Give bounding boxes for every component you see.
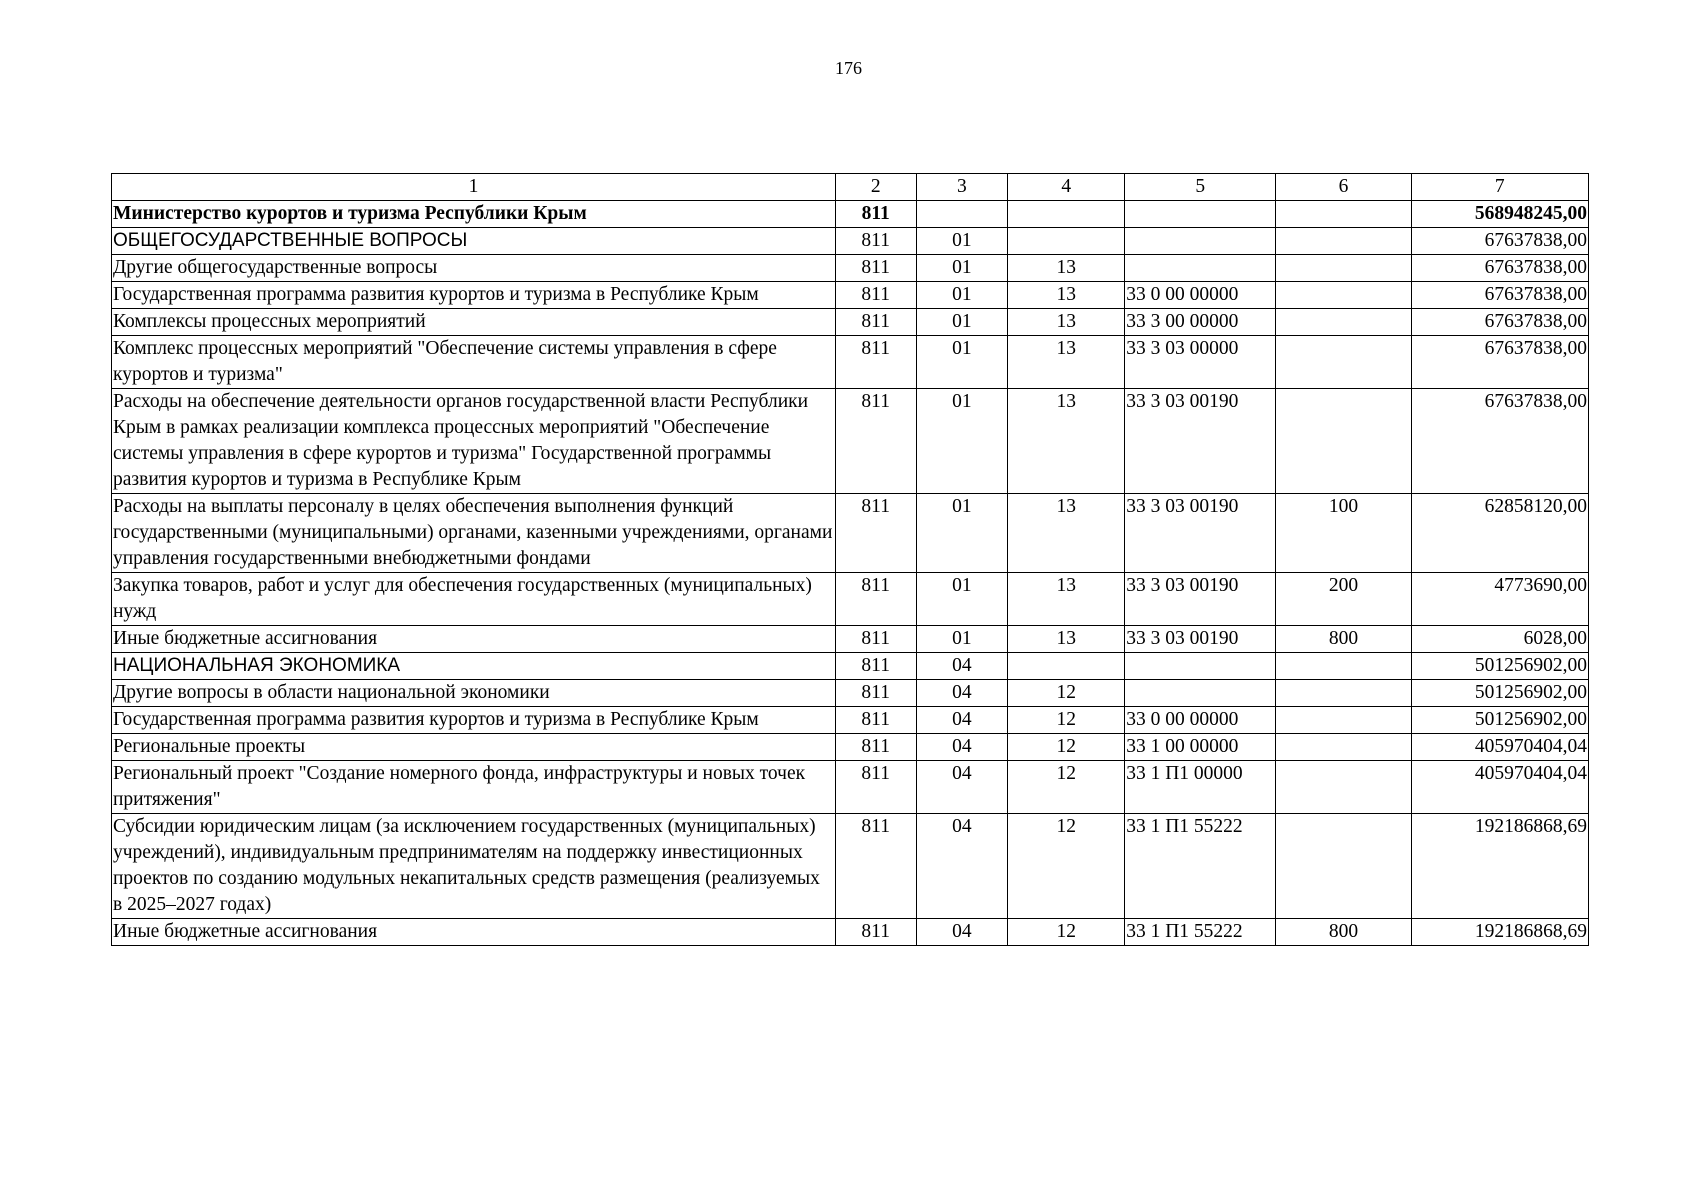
row-section-cell: 01 [916,255,1008,282]
row-expense-type-cell [1276,734,1411,761]
row-target-article-cell: 33 3 00 00000 [1125,309,1276,336]
row-section-cell: 01 [916,336,1008,389]
row-name-cell: Министерство курортов и туризма Республики Крым [112,201,836,228]
row-amount-cell: 62858120,00 [1411,494,1589,573]
row-name-cell: Иные бюджетные ассигнования [112,919,836,946]
row-target-article-cell [1125,680,1276,707]
row-subsection-cell: 13 [1008,255,1125,282]
row-section-cell: 04 [916,653,1008,680]
row-name-cell: Расходы на выплаты персоналу в целях обеспечения выполнения функций государственными (муниципальными) органами, казенными учреждениями, органами управления государственными внебюджетными фондами [112,494,836,573]
row-expense-type-cell: 800 [1276,626,1411,653]
table-row [112,309,1589,336]
row-code-cell: 811 [835,680,916,707]
row-amount-cell: 6028,00 [1411,626,1589,653]
row-section-cell: 01 [916,494,1008,573]
row-target-article-cell: 33 3 03 00190 [1125,626,1276,653]
row-name-cell: Закупка товаров, работ и услуг для обеспечения государственных (муниципальных) нужд [112,573,836,626]
row-code-cell: 811 [835,336,916,389]
table-row [112,919,1589,946]
row-amount-cell: 67637838,00 [1411,255,1589,282]
row-subsection-cell: 13 [1008,309,1125,336]
row-section-cell: 01 [916,282,1008,309]
row-subsection-cell: 13 [1008,626,1125,653]
row-code-cell: 811 [835,494,916,573]
row-code-cell: 811 [835,707,916,734]
header-cell: 7 [1411,174,1589,201]
row-amount-cell: 4773690,00 [1411,573,1589,626]
row-name-cell: Другие общегосударственные вопросы [112,255,836,282]
row-code-cell: 811 [835,309,916,336]
row-amount-cell: 67637838,00 [1411,228,1589,255]
header-cell: 2 [835,174,916,201]
row-section-cell: 04 [916,680,1008,707]
row-target-article-cell: 33 3 03 00190 [1125,573,1276,626]
row-section-cell [916,201,1008,228]
row-target-article-cell: 33 1 П1 55222 [1125,814,1276,919]
table-row [112,228,1589,255]
row-subsection-cell: 13 [1008,389,1125,494]
row-code-cell: 811 [835,389,916,494]
table-row [112,255,1589,282]
row-name-cell: Государственная программа развития курортов и туризма в Республике Крым [112,282,836,309]
row-name-cell: Другие вопросы в области национальной экономики [112,680,836,707]
row-subsection-cell: 12 [1008,919,1125,946]
header-cell: 3 [916,174,1008,201]
page-number: 176 [835,58,862,78]
row-target-article-cell: 33 3 03 00000 [1125,336,1276,389]
table-row [112,653,1589,680]
row-name-cell: Комплексы процессных мероприятий [112,309,836,336]
row-target-article-cell: 33 3 03 00190 [1125,494,1276,573]
row-amount-cell: 501256902,00 [1411,653,1589,680]
table-row [112,282,1589,309]
row-amount-cell: 67637838,00 [1411,282,1589,309]
row-target-article-cell: 33 0 00 00000 [1125,707,1276,734]
row-target-article-cell: 33 1 П1 00000 [1125,761,1276,814]
row-name-cell: Расходы на обеспечение деятельности органов государственной власти Республики Крым в рамках реализации комплекса процессных мероприятий "Обеспечение системы управления в сфере курортов и туризма" Государственной программы развития курортов и туризма в Республике Крым [112,389,836,494]
row-code-cell: 811 [835,573,916,626]
row-code-cell: 811 [835,626,916,653]
row-section-cell: 04 [916,919,1008,946]
budget-table [111,173,1589,946]
row-section-cell: 04 [916,734,1008,761]
row-subsection-cell: 12 [1008,814,1125,919]
row-code-cell: 811 [835,255,916,282]
table-row [112,336,1589,389]
row-subsection-cell: 13 [1008,573,1125,626]
table-row [112,389,1589,494]
row-name-cell: Региональные проекты [112,734,836,761]
row-code-cell: 811 [835,228,916,255]
row-amount-cell: 192186868,69 [1411,814,1589,919]
row-expense-type-cell [1276,255,1411,282]
table-row [112,707,1589,734]
row-name-cell: Региональный проект "Создание номерного фонда, инфраструктуры и новых точек притяжения" [112,761,836,814]
row-expense-type-cell [1276,282,1411,309]
row-expense-type-cell [1276,228,1411,255]
table-row [112,626,1589,653]
row-name-cell: ОБЩЕГОСУДАРСТВЕННЫЕ ВОПРОСЫ [112,228,836,255]
row-subsection-cell: 13 [1008,336,1125,389]
row-expense-type-cell [1276,336,1411,389]
row-expense-type-cell [1276,201,1411,228]
row-code-cell: 811 [835,201,916,228]
row-amount-cell: 67637838,00 [1411,309,1589,336]
row-name-cell: Иные бюджетные ассигнования [112,626,836,653]
row-target-article-cell: 33 1 00 00000 [1125,734,1276,761]
row-expense-type-cell [1276,680,1411,707]
row-code-cell: 811 [835,653,916,680]
row-section-cell: 01 [916,389,1008,494]
table-header-row [112,174,1589,201]
table-row [112,680,1589,707]
row-expense-type-cell [1276,653,1411,680]
row-amount-cell: 501256902,00 [1411,707,1589,734]
row-name-cell: Государственная программа развития курортов и туризма в Республике Крым [112,707,836,734]
row-section-cell: 04 [916,707,1008,734]
row-subsection-cell: 12 [1008,761,1125,814]
row-section-cell: 04 [916,761,1008,814]
row-expense-type-cell [1276,761,1411,814]
header-cell: 5 [1125,174,1276,201]
header-cell: 6 [1276,174,1411,201]
row-code-cell: 811 [835,734,916,761]
table-row [112,494,1589,573]
row-target-article-cell [1125,201,1276,228]
row-target-article-cell: 33 1 П1 55222 [1125,919,1276,946]
row-expense-type-cell: 800 [1276,919,1411,946]
row-target-article-cell [1125,255,1276,282]
row-subsection-cell: 12 [1008,680,1125,707]
row-expense-type-cell [1276,309,1411,336]
table-row [112,814,1589,919]
row-subsection-cell [1008,653,1125,680]
row-section-cell: 01 [916,309,1008,336]
row-section-cell: 04 [916,814,1008,919]
row-subsection-cell [1008,228,1125,255]
row-section-cell: 01 [916,626,1008,653]
row-section-cell: 01 [916,573,1008,626]
row-expense-type-cell [1276,707,1411,734]
table-row [112,573,1589,626]
row-code-cell: 811 [835,761,916,814]
row-expense-type-cell: 100 [1276,494,1411,573]
row-target-article-cell: 33 3 03 00190 [1125,389,1276,494]
row-amount-cell: 501256902,00 [1411,680,1589,707]
row-code-cell: 811 [835,282,916,309]
row-expense-type-cell: 200 [1276,573,1411,626]
header-cell: 4 [1008,174,1125,201]
row-subsection-cell: 12 [1008,734,1125,761]
row-target-article-cell [1125,653,1276,680]
row-expense-type-cell [1276,389,1411,494]
row-name-cell: Комплекс процессных мероприятий "Обеспечение системы управления в сфере курортов и туризма" [112,336,836,389]
row-subsection-cell: 13 [1008,282,1125,309]
row-amount-cell: 405970404,04 [1411,734,1589,761]
row-target-article-cell [1125,228,1276,255]
row-subsection-cell [1008,201,1125,228]
row-code-cell: 811 [835,814,916,919]
row-subsection-cell: 13 [1008,494,1125,573]
table-row [112,734,1589,761]
row-subsection-cell: 12 [1008,707,1125,734]
row-target-article-cell: 33 0 00 00000 [1125,282,1276,309]
header-cell: 1 [112,174,836,201]
row-name-cell: Субсидии юридическим лицам (за исключением государственных (муниципальных) учреждений), индивидуальным предпринимателям на поддержку инвестиционных проектов по созданию модульных некапитальных средств размещения (реализуемых в 2025–2027 годах) [112,814,836,919]
row-expense-type-cell [1276,814,1411,919]
row-name-cell: НАЦИОНАЛЬНАЯ ЭКОНОМИКА [112,653,836,680]
table-row [112,201,1589,228]
row-section-cell: 01 [916,228,1008,255]
row-code-cell: 811 [835,919,916,946]
row-amount-cell: 568948245,00 [1411,201,1589,228]
row-amount-cell: 405970404,04 [1411,761,1589,814]
table-row [112,761,1589,814]
row-amount-cell: 67637838,00 [1411,336,1589,389]
row-amount-cell: 192186868,69 [1411,919,1589,946]
row-amount-cell: 67637838,00 [1411,389,1589,494]
